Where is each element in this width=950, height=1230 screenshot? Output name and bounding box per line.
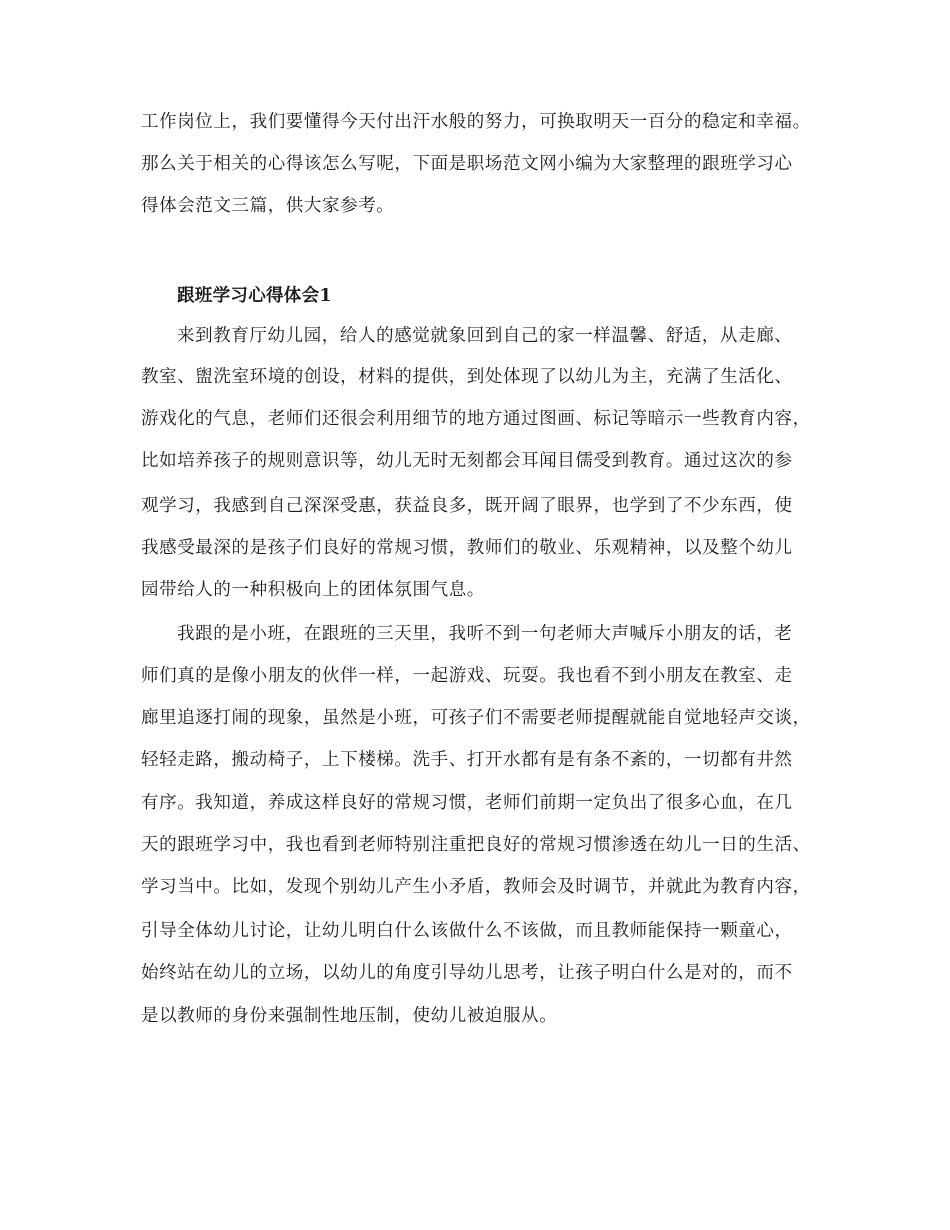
intro-line-1: 工作岗位上，我们要懂得今天付出汗水般的努力，可换取明天一百分的稳定和幸福。 (141, 112, 811, 132)
paragraph1-line-3: 游戏化的气息，老师们还很会利用细节的地方通过图画、标记等暗示一些教育内容， (141, 409, 811, 429)
paragraph1-line-2: 教室、盥洗室环境的创设，材料的提供，到处体现了以幼儿为主，充满了生活化、 (141, 367, 793, 387)
paragraph1-line-1: 来到教育厅幼儿园，给人的感觉就象回到自己的家一样温馨、舒适，从走廊、 (177, 326, 793, 346)
paragraph2-line-7: 学习当中。比如，发现个别幼儿产生小矛盾，教师会及时调节，并就此为教育内容， (141, 877, 811, 897)
paragraph1-line-7: 园带给人的一种积极向上的团体氛围气息。 (141, 580, 485, 600)
intro-line-3: 得体会范文三篇，供大家参考。 (141, 196, 395, 216)
paragraph2-line-5: 有序。我知道，养成这样良好的常规习惯，老师们前期一定负出了很多心血，在几 (141, 793, 793, 813)
section-title: 跟班学习心得体会1 (177, 286, 332, 306)
paragraph2-line-9: 始终站在幼儿的立场，以幼儿的角度引导幼儿思考，让孩子明白什么是对的，而不 (141, 963, 793, 983)
paragraph1-line-5: 观学习，我感到自己深深受惠，获益良多，既开阔了眼界，也学到了不少东西，使 (141, 496, 793, 516)
paragraph1-line-6: 我感受最深的是孩子们良好的常规习惯，教师们的敬业、乐观精神，以及整个幼儿 (141, 538, 793, 558)
paragraph2-line-4: 轻轻走路，搬动椅子，上下楼梯。洗手、打开水都有是有条不紊的，一切都有井然 (141, 750, 793, 770)
intro-line-2: 那么关于相关的心得该怎么写呢，下面是职场范文网小编为大家整理的跟班学习心 (141, 154, 793, 174)
paragraph2-line-3: 廊里追逐打闹的现象，虽然是小班，可孩子们不需要老师提醒就能自觉地轻声交谈， (141, 708, 811, 728)
paragraph2-line-10: 是以教师的身份来强制性地压制，使幼儿被迫服从。 (141, 1006, 558, 1026)
paragraph1-line-4: 比如培养孩子的规则意识等，幼儿无时无刻都会耳闻目儒受到教育。通过这次的参 (141, 451, 793, 471)
paragraph2-line-1: 我跟的是小班，在跟班的三天里，我听不到一句老师大声喊斥小朋友的话，老 (177, 624, 793, 644)
paragraph2-line-2: 师们真的是像小朋友的伙伴一样，一起游戏、玩耍。我也看不到小朋友在教室、走 (141, 666, 793, 686)
paragraph2-line-6: 天的跟班学习中，我也看到老师特别注重把良好的常规习惯渗透在幼儿一日的生活、 (141, 835, 811, 855)
paragraph2-line-8: 引导全体幼儿讨论，让幼儿明白什么该做什么不该做，而且教师能保持一颗童心， (141, 921, 793, 941)
